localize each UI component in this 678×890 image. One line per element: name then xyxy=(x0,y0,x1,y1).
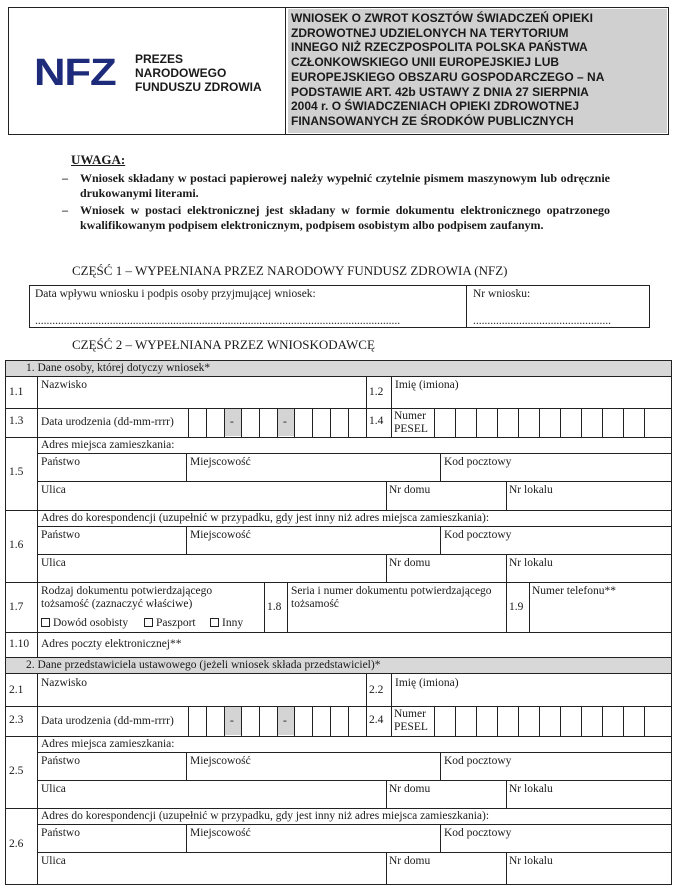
rep-pesel-label: Numer PESEL xyxy=(394,708,428,733)
note-item: – Wniosek składany w postaci papierowej należy wypełnić czytelnie pismem maszynowym lub odręcznie drukowanymi literami. xyxy=(62,171,610,200)
doc-passport-option[interactable]: Paszport xyxy=(144,617,196,630)
pesel-field[interactable] xyxy=(435,409,671,436)
rep-surname-label: Nazwisko xyxy=(41,677,87,689)
checkbox[interactable] xyxy=(210,618,219,627)
doc-other-option[interactable]: Inny xyxy=(210,617,243,630)
section2-header: 2. Dane przedstawiciela ustawowego (jeżeli wniosek składa przedstawiciel)* xyxy=(5,657,672,674)
request-number-field: ................................................ xyxy=(473,315,611,327)
rep-residence-address-fields[interactable] xyxy=(38,753,671,807)
correspondence-label: Adres do korespondencji (uzupełnić w przypadku, gdy jest inny niż adres miejsca zamieszkania): xyxy=(41,512,490,524)
rep-residence-label: Adres miejsca zamieszkania: xyxy=(41,738,175,750)
rep-pesel-field[interactable] xyxy=(435,707,671,735)
checkbox[interactable] xyxy=(41,618,50,627)
rep-correspondence-label: Adres do korespondencji (uzupełnić w przypadku, gdy jest inny niż adres miejsca zamieszkania): xyxy=(41,810,490,822)
rep-birth-date-field[interactable] xyxy=(189,707,366,735)
first-names-field[interactable] xyxy=(394,391,670,407)
rep-birth-date-label: Data urodzenia (dd-mm-rrrr) xyxy=(41,715,174,727)
doc-id-card-option[interactable]: Dowód osobisty xyxy=(41,617,128,630)
notes-heading: UWAGA: xyxy=(71,152,126,167)
doc-type-label: Rodzaj dokumentu potwierdzającego tożsamość (zaznaczyć właściwe) xyxy=(41,585,213,610)
form-title: WNIOSEK O ZWROT KOSZTÓW ŚWIADCZEŃ OPIEKI ZDROWOTNEJ UDZIELONYCH NA TERYTORIUM INNEGO NIŻ RZECZPOSPOLITA POLSKA PAŃSTWA CZŁONKOWSKIEGO UNII EUROPEJSKIEJ LUB EUROPEJSKIEGO OBSZARU GOSPODARCZEGO – NA PODSTAWIE ART. 42b USTAWY Z DNIA 27 SIERPNIA 2004 r. O ŚWIADCZENIACH OPIEKI ZDROWOTNEJ FINANSOWANYCH ZE ŚRODKÓW PUBLICZNYCH xyxy=(288,9,667,133)
doc-series-field[interactable] xyxy=(288,612,506,631)
rep-correspondence-address-fields[interactable] xyxy=(38,825,671,884)
phone-label: Numer telefonu** xyxy=(532,585,616,597)
email-label: Adres poczty elektronicznej** xyxy=(41,638,182,650)
birth-date-label: Data urodzenia (dd-mm-rrrr) xyxy=(41,416,174,428)
pesel-label: Numer PESEL xyxy=(394,410,428,435)
rep-surname-field[interactable] xyxy=(40,689,366,705)
email-field[interactable] xyxy=(200,633,671,656)
nfz-logo: NFZ xyxy=(34,52,116,94)
first-names-label: Imię (imiona) xyxy=(395,379,459,391)
residence-label: Adres miejsca zamieszkania: xyxy=(41,439,175,451)
section1-header: 1. Dane osoby, której dotyczy wniosek* xyxy=(5,360,672,377)
residence-address-fields[interactable] xyxy=(38,454,671,509)
part1-title: CZĘŚĆ 1 – WYPEŁNIANA PRZEZ NARODOWY FUNDUSZ ZDROWIA (NFZ) xyxy=(72,263,508,278)
checkbox[interactable] xyxy=(144,618,153,627)
request-number-label: Nr wniosku: xyxy=(473,288,531,300)
correspondence-address-fields[interactable] xyxy=(38,527,671,581)
note-item: – Wniosek w postaci elektronicznej jest składany w formie dokumentu elektronicznego opatrzonego kwalifikowanym podpisem elektronicznym, podpisem osobistym albo podpisem zaufanym. xyxy=(62,203,610,232)
receipt-label: Data wpływu wniosku i podpis osoby przyjmującej wniosek: xyxy=(35,288,316,300)
phone-field[interactable] xyxy=(530,598,671,631)
doc-series-label: Seria i numer dokumentu potwierdzającego tożsamość xyxy=(291,585,492,610)
birth-date-field[interactable] xyxy=(189,409,366,436)
logo-subtitle: PREZES NARODOWEGO FUNDUSZU ZDROWIA xyxy=(135,52,262,94)
surname-field[interactable] xyxy=(40,391,366,407)
rep-first-names-field[interactable] xyxy=(394,689,670,705)
part2-title: CZĘŚĆ 2 – WYPEŁNIANA PRZEZ WNIOSKODAWCĘ xyxy=(72,337,375,352)
surname-label: Nazwisko xyxy=(41,379,87,391)
rep-first-names-label: Imię (imiona) xyxy=(395,677,459,689)
receipt-signature-field: ............................................................................................................................... xyxy=(35,315,401,327)
